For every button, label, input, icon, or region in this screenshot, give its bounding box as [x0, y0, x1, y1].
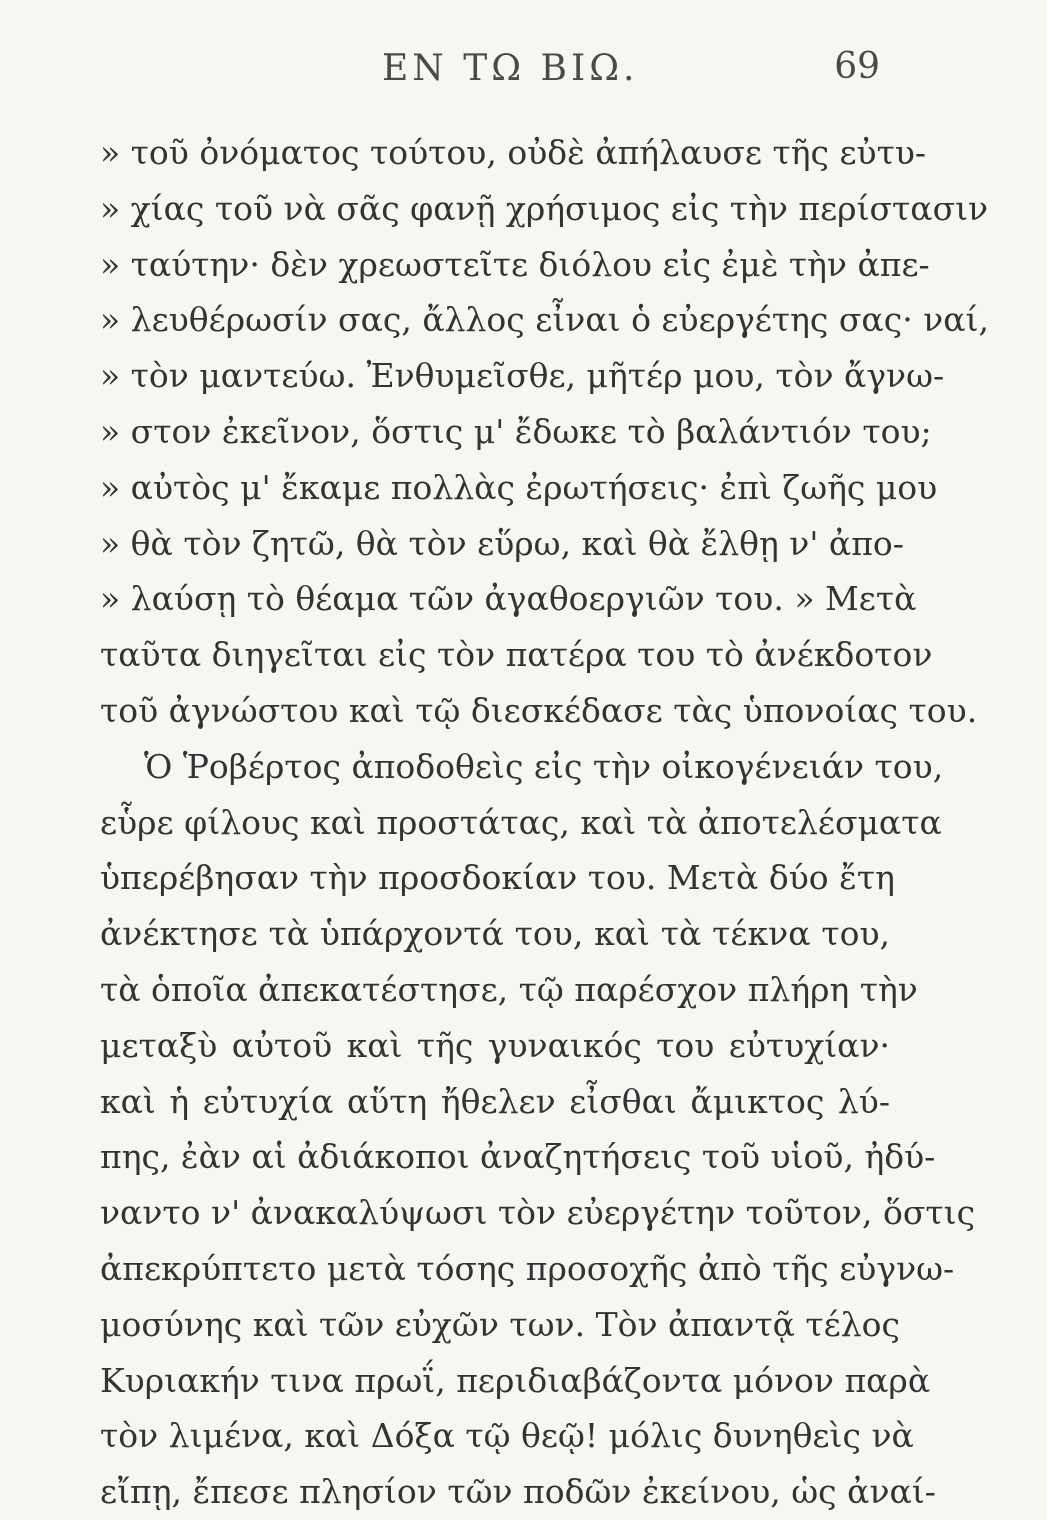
text-line: ἀνέκτησε τὰ ὑπάρχοντά του, καὶ τὰ τέκνα του, [100, 914, 890, 954]
paragraph-first-line: Ὁ Ῥοβέρτος ἀποδοθεὶς εἰς τὴν οἰκογένειάν του, [144, 746, 944, 786]
text-line: τὰ ὁποῖα ἀπεκατέστησε, τῷ παρέσχον πλήρη τὴν [100, 969, 918, 1009]
text-line: ταῦτα διηγεῖται εἰς τὸν πατέρα του τὸ ἀνέκδοτον [100, 635, 933, 675]
text-line: καὶ ἡ εὐτυχία αὕτη ἤθελεν εἶσθαι ἄμικτος λύ- [100, 1081, 890, 1121]
text-line: πης, ἐὰν αἱ ἀδιάκοποι ἀναζητήσεις τοῦ υἱοῦ, ἠδύ- [100, 1137, 936, 1177]
text-line: μεταξὺ αὐτοῦ καὶ τῆς γυναικός του εὐτυχίαν· [100, 1025, 890, 1065]
text-line: » ταύτην· δὲν χρεωστεῖτε διόλου εἰς ἐμὲ τὴν ἀπε- [100, 244, 930, 284]
text-line: » αὐτὸς μ' ἔκαμε πολλὰς ἐρωτήσεις· ἐπὶ ζωῆς μου [100, 467, 938, 507]
page-number: 69 [834, 46, 880, 87]
text-line: » χίας τοῦ νὰ σᾶς φανῇ χρήσιμος εἰς τὴν περίστασιν [100, 188, 989, 228]
text-line: » στον ἐκεῖνον, ὅστις μ' ἔδωκε τὸ βαλάντιόν του; [100, 411, 932, 451]
text-line: τοῦ ἀγνώστου καὶ τῷ διεσκέδασε τὰς ὑπονοίας του. [100, 690, 978, 730]
text-line: » λαύσῃ τὸ θέαμα τῶν ἀγαθοεργιῶν του. » Μετὰ [100, 579, 917, 619]
text-line: μοσύνης καὶ τῶν εὐχῶν των. Τὸν ἀπαντᾷ τέλος [100, 1304, 900, 1344]
text-line: ναντο ν' ἀνακαλύψωσι τὸν εὐεργέτην τοῦτον, ὅστις [100, 1193, 976, 1233]
text-line: » λευθέρωσίν σας, ἄλλος εἶναι ὁ εὐεργέτης σας· ναί, [100, 300, 989, 340]
text-line: » τὸν μαντεύω. Ἐνθυμεῖσθε, μῆτέρ μου, τὸν ἄγνω- [100, 356, 945, 396]
text-line: Κυριακήν τινα πρωΐ, περιδιαβάζοντα μόνον παρὰ [100, 1360, 931, 1400]
body-text [100, 125, 989, 1520]
text-line: » τοῦ ὀνόματος τούτου, οὐδὲ ἀπήλαυσε τῆς εὐτυ- [100, 133, 927, 172]
page-header [100, 40, 880, 100]
text-line: ὑπερέβησαν τὴν προσδοκίαν του. Μετὰ δύο ἔτη [100, 858, 895, 898]
running-title: ΕΝ ΤΩ ΒΙΩ. [382, 48, 639, 89]
text-line: εἴπῃ, ἔπεσε πλησίον τῶν ποδῶν ἐκείνου, ὡς ἀναί- [100, 1472, 936, 1512]
text-line: εὗρε φίλους καὶ προστάτας, καὶ τὰ ἀποτελέσματα [100, 802, 942, 842]
text-line: » θὰ τὸν ζητῶ, θὰ τὸν εὕρω, καὶ θὰ ἔλθῃ ν' ἀπο- [100, 523, 904, 563]
text-line: ἀπεκρύπτετο μετὰ τόσης προσοχῆς ἀπὸ τῆς εὐγνω- [100, 1248, 955, 1288]
text-line: τὸν λιμένα, καὶ Δόξα τῷ θεῷ! μόλις δυνηθεὶς νὰ [100, 1416, 914, 1456]
